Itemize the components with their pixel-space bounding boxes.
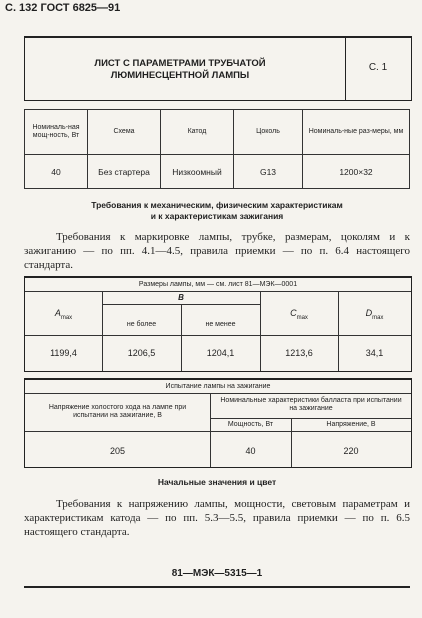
header-ballast: Номинальные характеристики балласта при испытании на зажигание [220, 397, 402, 412]
title-box [24, 36, 412, 101]
header-power: Номиналь-ная мощ-ность, Вт [25, 110, 88, 155]
value-ballast-voltage: 220 [343, 446, 359, 456]
sheet-page: С. 1 [368, 62, 388, 73]
footer-code: 81—МЭК—5315—1 [171, 568, 263, 579]
requirements-heading-line1: Требования к механическим, физическим характеристикам [91, 200, 343, 210]
sheet-title-line2: ЛЮМИНЕСЦЕНТНОЙ ЛАМПЫ [110, 70, 250, 81]
footer-rule [24, 586, 410, 588]
lamp-table [24, 109, 410, 189]
requirements-text: Требования к маркировке лампы, трубке, размерам, цоколям и к зажиганию — по пп. 4.1—4.5, правила приемки — по п. 6.4 настоящего стандарта. [24, 231, 410, 271]
divider [210, 418, 411, 419]
header-scheme: Схема [88, 110, 161, 155]
header-open-circuit-voltage: Напряжение холостого хода на лампе при испытании на зажигание, В [48, 404, 187, 419]
header-d-max [338, 308, 411, 321]
sheet-title-line1: ЛИСТ С ПАРАМЕТРАМИ ТРУБЧАТОЙ [94, 58, 266, 69]
divider [181, 304, 182, 371]
value-a-max: 1199,4 [50, 348, 77, 358]
standard-code: ГОСТ 6825—91 [40, 2, 121, 14]
divider [25, 335, 411, 336]
header-ballast-voltage: Напряжение, В [326, 421, 376, 428]
sheet-title [25, 58, 335, 82]
header-dimensions: Номиналь-ные раз-меры, мм [303, 110, 410, 155]
header-c-max-sub: max [296, 314, 308, 321]
header-cathode: Катод [161, 110, 234, 155]
dimensions-caption: Размеры лампы, мм — см. лист 81—МЭК—0001 [138, 281, 298, 288]
cell-cap: G13 [234, 155, 303, 189]
cell-cathode: Низкоомный [161, 155, 234, 189]
header-a-max [25, 308, 102, 321]
header-ballast-power: Мощность, Вт [227, 421, 274, 428]
value-b-max: 1206,5 [127, 348, 156, 358]
divider [102, 291, 103, 371]
page-number: С. 132 [5, 2, 38, 14]
value-d-max: 34,1 [365, 348, 384, 358]
value-open-circuit-voltage: 205 [109, 446, 126, 456]
divider [338, 291, 339, 371]
header-cap: Цоколь [234, 110, 303, 155]
header-c-max [260, 308, 338, 321]
divider [25, 393, 411, 394]
divider [25, 291, 411, 292]
header-c-max-letter: C [290, 308, 297, 318]
cell-power: 40 [25, 155, 88, 189]
requirements-heading-line2: и к характеристикам зажигания [150, 211, 284, 221]
divider [25, 431, 411, 432]
value-c-max: 1213,6 [285, 348, 313, 358]
divider [260, 291, 261, 371]
header-a-max-letter: A [54, 308, 61, 318]
requirements-heading [24, 200, 410, 222]
header-d-max-letter: D [365, 308, 373, 318]
ignition-caption: Испытание лампы на зажигание [165, 383, 271, 390]
header-b-min: не менее [205, 321, 236, 328]
lamp-table-header-row [25, 110, 410, 155]
value-b-min: 1204,1 [206, 348, 235, 358]
initial-heading: Начальные значения и цвет [157, 477, 277, 487]
ignition-table [24, 378, 412, 468]
divider [102, 304, 260, 305]
lamp-table-row [25, 155, 410, 189]
value-ballast-power: 40 [245, 446, 256, 456]
header-b: B [178, 293, 184, 302]
cell-scheme: Без стартера [88, 155, 161, 189]
header-d-max-sub: max [372, 314, 384, 321]
initial-text: Требования к напряжению лампы, мощности, световым параметрам и характеристикам катода — по пп. 5.3—5.5, правила приемки — по п. 6.5 настоящего стандарта. [24, 498, 410, 538]
header-b-max: не более [126, 321, 157, 328]
header-a-max-sub: max [60, 314, 73, 321]
page-header [5, 2, 120, 14]
cell-dimensions: 1200×32 [303, 155, 410, 189]
dimensions-table [24, 276, 412, 372]
